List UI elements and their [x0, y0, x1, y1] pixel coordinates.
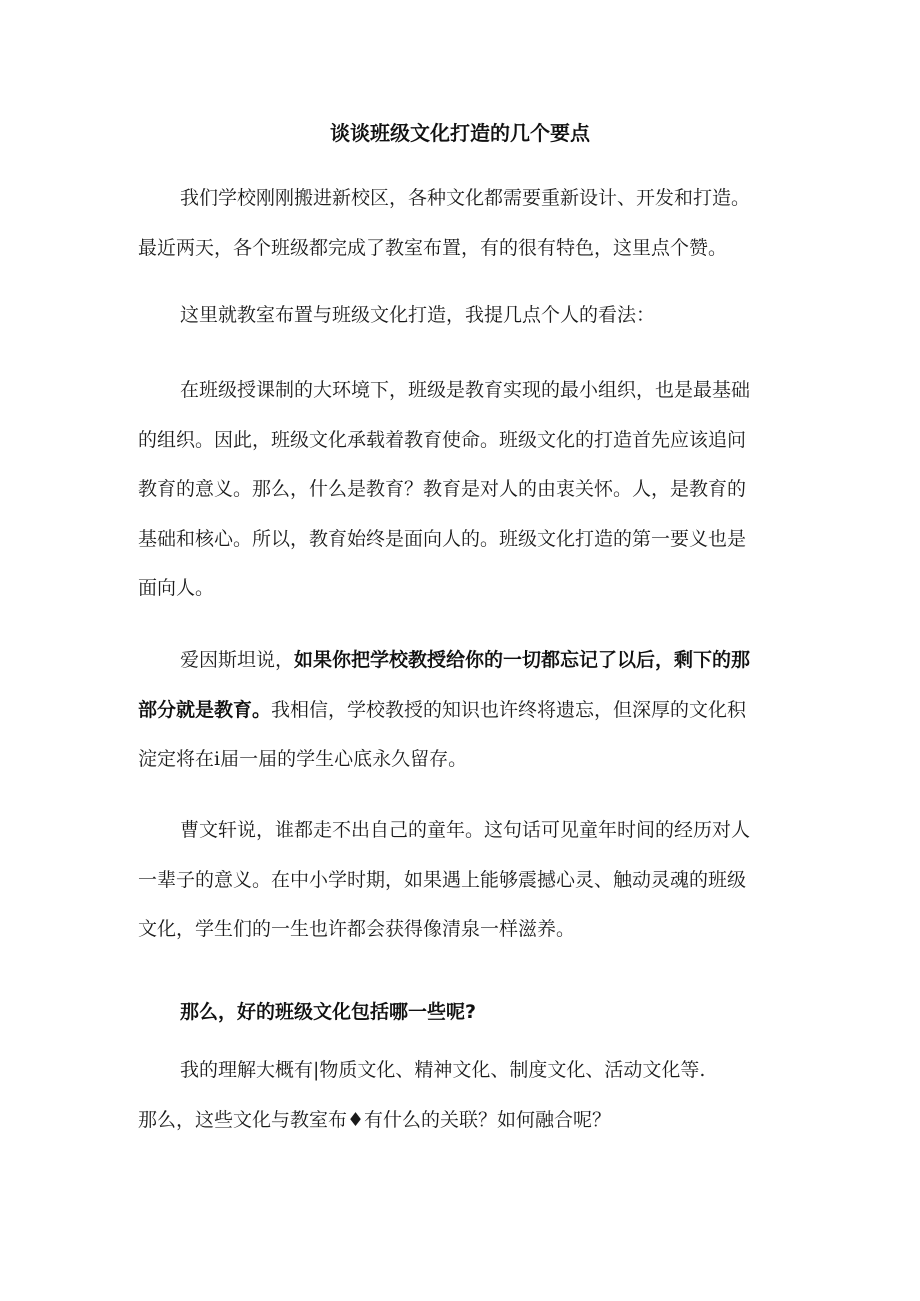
- paragraph-line: 文化，学生们的一生也许都会获得像清泉一样滋养。: [138, 918, 576, 940]
- paragraph-line: 面向人。: [138, 577, 215, 599]
- paragraph-culture-types: [138, 1046, 784, 1145]
- quote-text: 如果你把学校教授给你的一切都忘记了以后，剩下的那: [294, 649, 751, 671]
- paragraph-line: 我的理解大概有|物质文化、精神文化、制度文化、活动文化等.: [180, 1059, 706, 1081]
- paragraph-views: [138, 291, 784, 341]
- paragraph-line: 的组织。因此，班级文化承载着教育使命。班级文化的打造首先应该追问: [138, 428, 747, 451]
- paragraph-line: 基础和核心。所以，教育始终是面向人的。班级文化打造的第一要义也是: [138, 527, 747, 550]
- quote-attribution: 爱因斯坦说，: [180, 649, 295, 671]
- paragraph-line: [138, 636, 784, 686]
- section-heading: 那么，好的班级文化包括哪一些呢?: [180, 1001, 477, 1023]
- paragraph-line: 这里就教室布置与班级文化打造，我提几点个人的看法：: [180, 304, 656, 326]
- document-title: 谈谈班级文化打造的几个要点: [330, 121, 590, 145]
- paragraph-line: 淀定将在i届一届的学生心底永久留存。: [138, 748, 468, 770]
- paragraph-line: 曹文轩说，谁都走不出自己的童年。这句话可见童年时间的经历对人: [180, 819, 751, 841]
- quote-text: 部分就是教育。: [138, 698, 272, 721]
- paragraph-class-education: [138, 366, 784, 614]
- paragraph-line: [138, 686, 784, 736]
- paragraph-line: 最近两天，各个班级都完成了教室布置，有的很有特色，这里点个赞。: [138, 236, 728, 259]
- paragraph-childhood: [138, 806, 784, 955]
- paragraph-einstein-quote: [138, 636, 784, 785]
- paragraph-line: 我们学校刚刚搬进新校区，各种文化都需要重新设计、开发和打造。: [180, 187, 751, 209]
- paragraph-line: 在班级授课制的大环境下，班级是教育实现的最小组织，也是最基础: [180, 379, 751, 401]
- paragraph-text: 我相信，学校教授的知识也许终将遗忘，但深厚的文化积: [271, 698, 747, 721]
- paragraph-line: 一辈子的意义。在中小学时期，如果遇上能够震撼心灵、触动灵魂的班级: [138, 868, 747, 891]
- paragraph-line: 那么，这些文化与教室布♦有什么的关联？如何融合呢？: [138, 1108, 612, 1131]
- paragraph-line: 教育的意义。那么，什么是教育？教育是对人的由衷关怀。人，是教育的: [138, 478, 747, 500]
- paragraph-intro: [138, 174, 784, 273]
